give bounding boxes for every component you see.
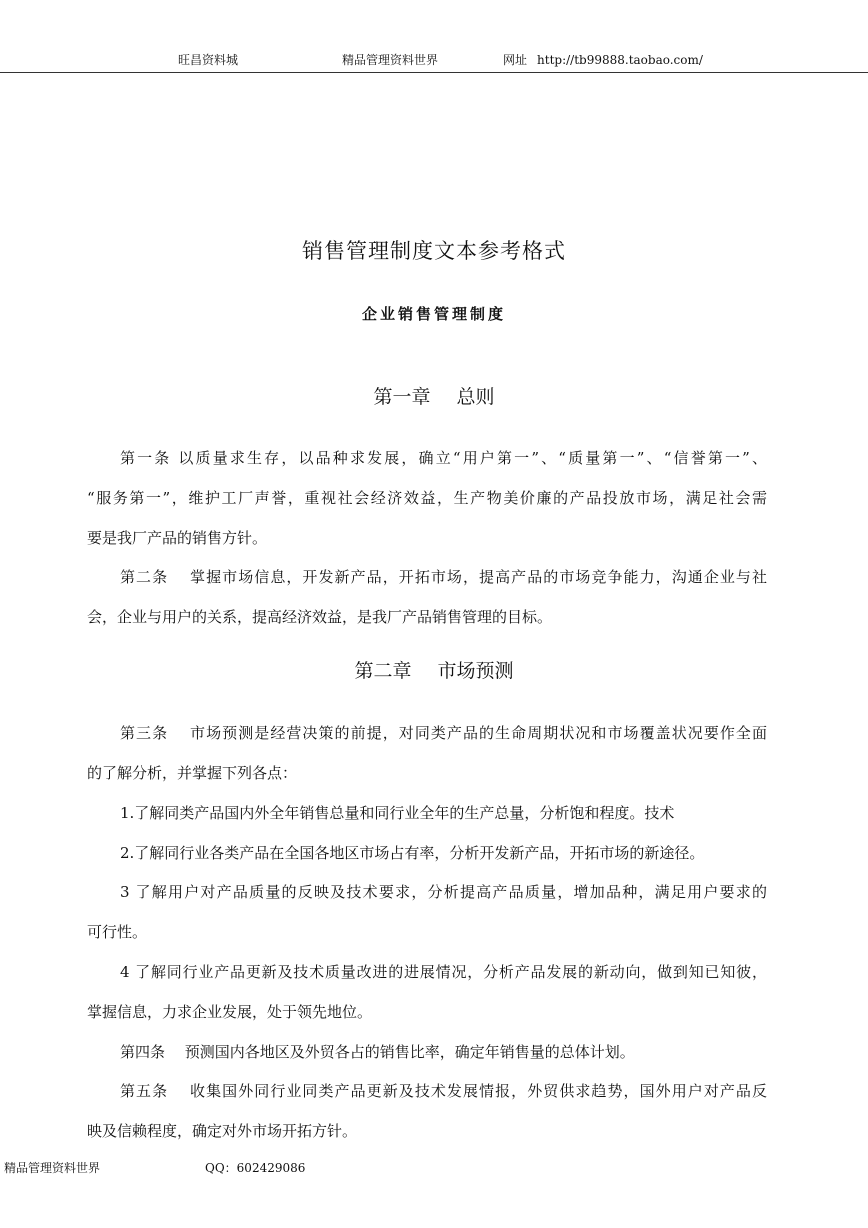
list-item: 3 了解用户对产品质量的反映及技术要求，分析提高产品质量，增加品种，满足用户要求的 (120, 883, 767, 901)
header-site (503, 52, 703, 68)
paragraph-line: 第一条 以质量求生存，以品种求发展，确立“用户第一”、“质量第一”、“信誉第一”、 (120, 449, 767, 467)
paragraph-line: 的了解分析，并掌握下列各点： (87, 764, 298, 782)
header-site-label: 网址 (503, 53, 528, 67)
chapter-number: 第二章 (354, 660, 412, 682)
list-item: 1.了解同类产品国内外全年销售总量和同行业全年的生产总量，分析饱和程度。技术 (120, 804, 675, 822)
paragraph-line: 第二条 掌握市场信息，开发新产品，开拓市场，提高产品的市场竞争能力，沟通企业与社 (120, 568, 767, 586)
chapter-title: 总则 (456, 386, 495, 408)
document-title: 销售管理制度文本参考格式 (302, 239, 566, 263)
header-site-url[interactable]: http://tb99888.taobao.com/ (537, 53, 703, 67)
paragraph-line: 第三条 市场预测是经营决策的前提，对同类产品的生命周期状况和市场覆盖状况要作全面 (120, 724, 767, 742)
chapter-heading-1 (0, 383, 868, 411)
header-shop-name: 旺昌资料城 (178, 53, 239, 67)
paragraph-line: 掌握信息，力求企业发展，处于领先地位。 (87, 1003, 373, 1021)
paragraph-line: 可行性。 (87, 923, 148, 941)
paragraph-line: 映及信赖程度，确定对外市场开拓方针。 (87, 1122, 358, 1140)
page-footer (0, 1160, 868, 1176)
page-header (0, 52, 868, 73)
paragraph-line: 会，企业与用户的关系，提高经济效益，是我厂产品销售管理的目标。 (87, 608, 553, 626)
list-item: 4 了解同行业产品更新及技术质量改进的进展情况，分析产品发展的新动向，做到知已知彼， (120, 963, 767, 981)
footer-qq: QQ：602429086 (205, 1161, 306, 1175)
chapter-number: 第一章 (373, 386, 431, 408)
header-site-name: 精品管理资料世界 (342, 53, 439, 67)
chapter-title: 市场预测 (437, 660, 514, 682)
list-item: 2.了解同行业各类产品在全国各地区市场占有率，分析开发新产品，开拓市场的新途径。 (120, 844, 705, 862)
paragraph-line: 要是我厂产品的销售方针。 (87, 529, 268, 547)
chapter-heading-2 (0, 657, 868, 685)
paragraph-line: 第四条 预测国内各地区及外贸各占的销售比率，确定年销售量的总体计划。 (120, 1043, 635, 1061)
paragraph-line: 第五条 收集国外同行业同类产品更新及技术发展情报，外贸供求趋势，国外用户对产品反 (120, 1082, 767, 1100)
paragraph-line: “服务第一”，维护工厂声誉，重视社会经济效益，生产物美价廉的产品投放市场，满足社会需 (87, 489, 767, 507)
document-subtitle: 企业销售管理制度 (361, 305, 506, 323)
footer-site-name: 精品管理资料世界 (4, 1161, 101, 1175)
